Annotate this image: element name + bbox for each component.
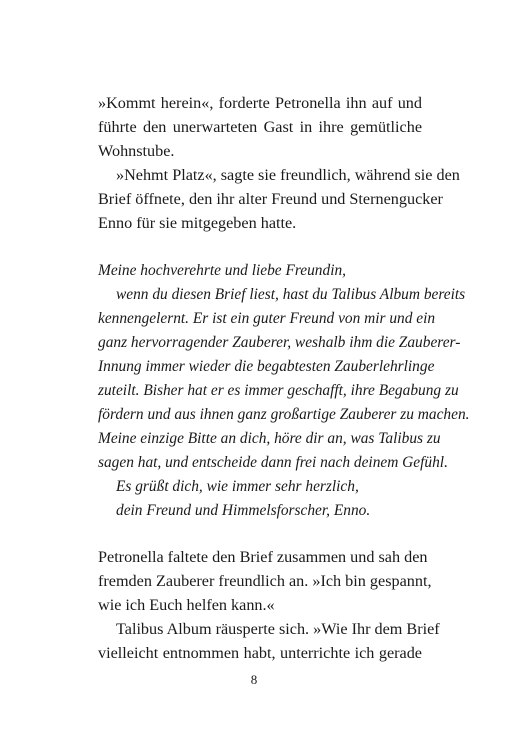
paragraph-1 [98,91,422,163]
text-line: Talibus Album räusperte sich. »Wie Ihr dem Brief [116,620,440,638]
letter-line: zuteilt. Bisher hat er es immer geschafft, ihre Begabung zu [98,382,459,399]
paragraph-4 [98,617,440,665]
letter-line: Innung immer wieder die begabtesten Zauberlehrlinge [98,358,435,375]
text-line: vielleicht entnommen habt, unterrichte ich gerade [98,644,422,662]
letter-signature: dein Freund und Himmelsforscher, Enno. [116,502,371,519]
text-line: fremden Zauberer freundlich an. »Ich bin gespannt, [98,572,432,590]
letter-block [98,259,470,523]
paragraph-2 [98,163,460,235]
letter-salutation: Meine hochverehrte und liebe Freundin, [98,262,347,279]
letter-line: fördern und aus ihnen ganz großartige Zauberer zu machen. [98,406,470,423]
text-line: Petronella faltete den Brief zusammen und sah den [98,548,428,566]
letter-line: wenn du diesen Brief liest, hast du Talibus Album bereits [116,286,466,303]
letter-line: ganz hervorragender Zauberer, weshalb ihm die Zauberer- [98,334,461,351]
text-line: Enno für sie mitgegeben hatte. [98,214,297,232]
paragraph-3 [98,545,432,617]
letter-line: Meine einzige Bitte an dich, höre dir an, was Talibus zu [98,430,441,447]
text-line: »Kommt herein«, forderte Petronella ihn auf und [98,94,422,112]
letter-line: kennengelernt. Er ist ein guter Freund von mir und ein [98,310,436,327]
text-line: führte den unerwarteten Gast in ihre gemütliche [98,118,422,136]
text-line: wie ich Euch helfen kann.« [98,596,275,614]
text-line: Wohnstube. [98,142,175,160]
letter-closing: Es grüßt dich, wie immer sehr herzlich, [116,478,359,495]
text-line: Brief öffnete, den ihr alter Freund und Sternengucker [98,190,443,208]
page-number: 8 [250,672,258,687]
text-line: »Nehmt Platz«, sagte sie freundlich, während sie den [116,166,460,184]
book-page-text [98,91,470,665]
letter-line: sagen hat, und entscheide dann frei nach deinem Gefühl. [98,454,448,471]
